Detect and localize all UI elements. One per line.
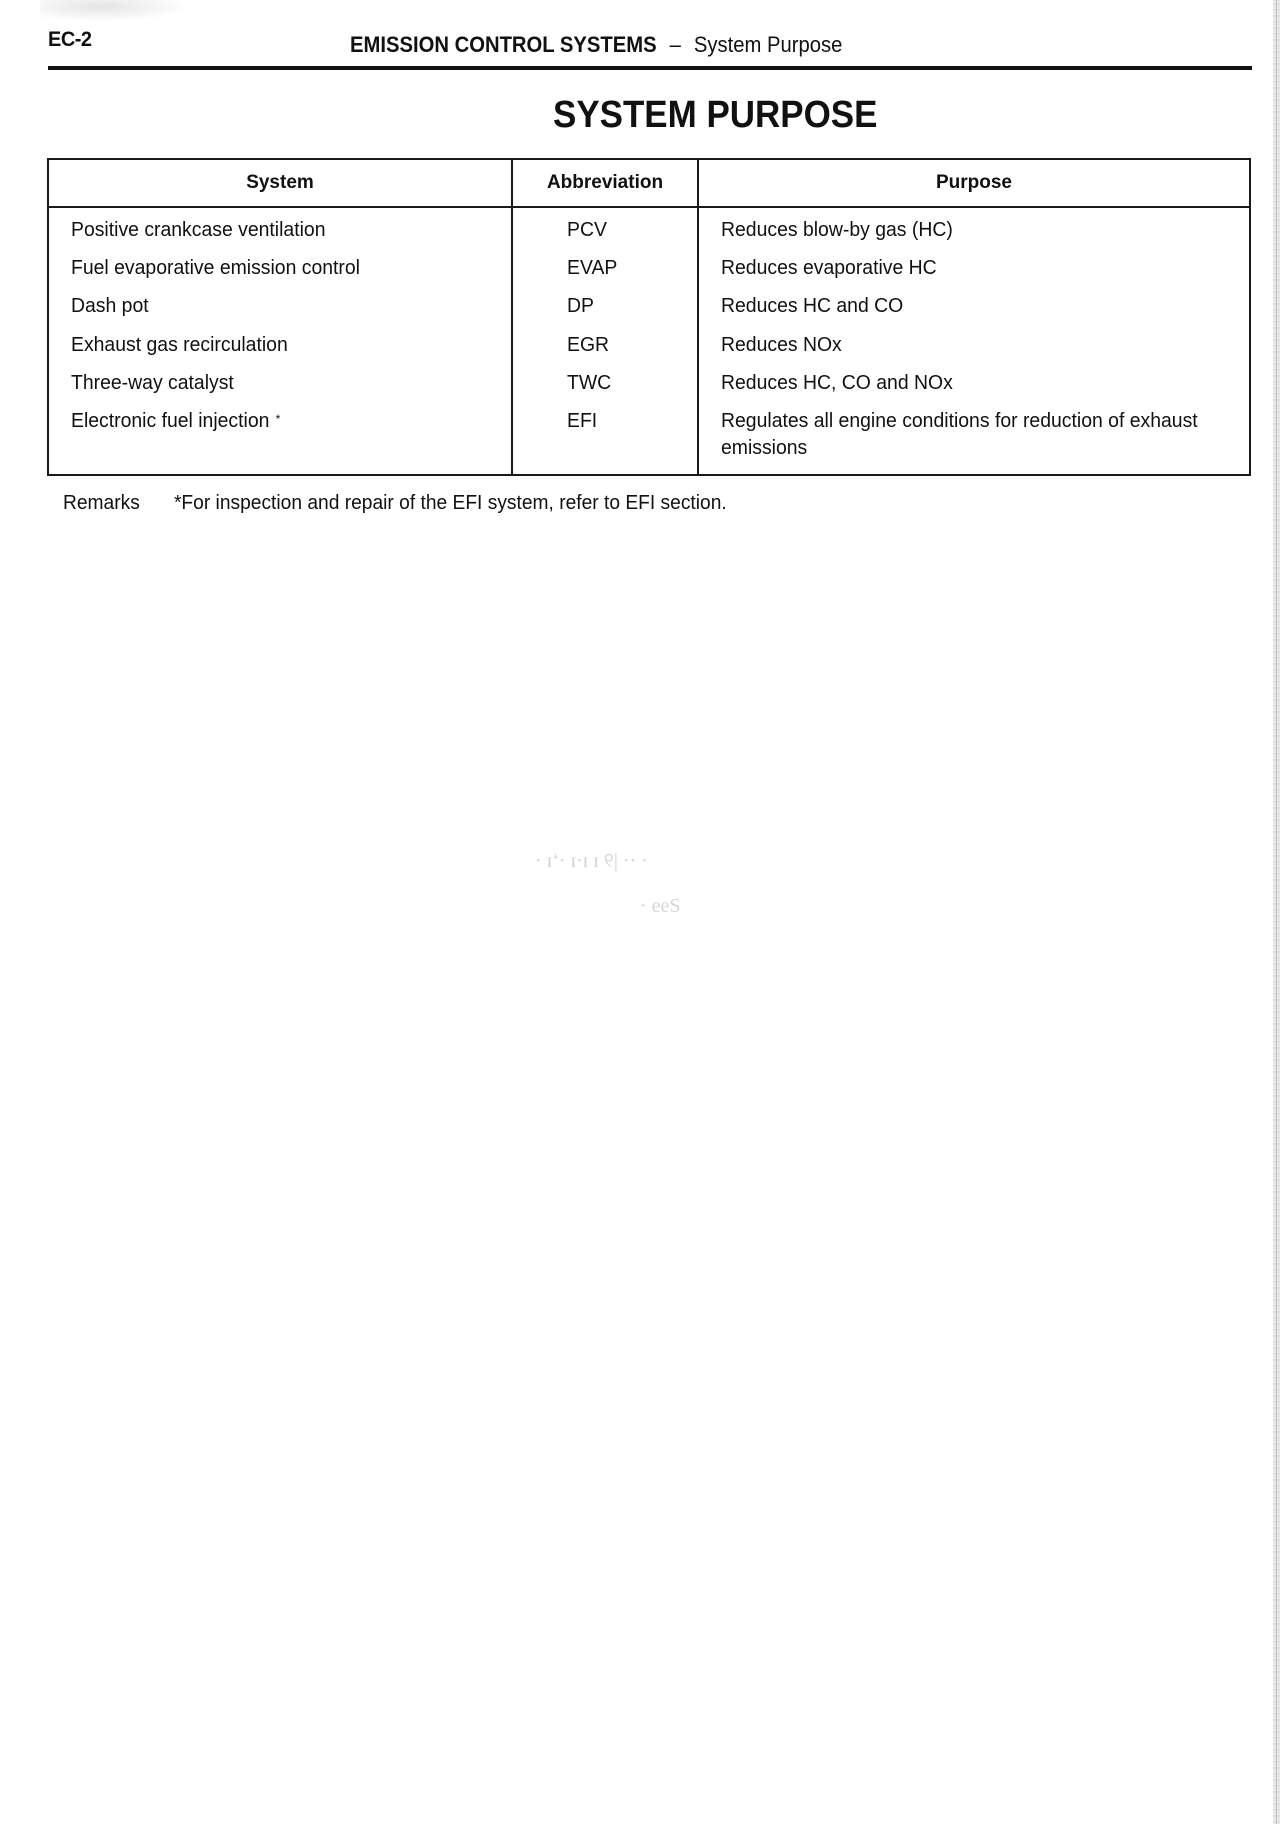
running-head bbox=[350, 32, 842, 58]
abbreviation-cell: EFI bbox=[512, 403, 698, 475]
show-through-artifact: Ƨɘɘ · bbox=[640, 895, 681, 917]
purpose-cell: Reduces HC, CO and NOx bbox=[698, 365, 1250, 403]
table-header-row bbox=[48, 159, 1250, 207]
header-separator: – bbox=[669, 32, 681, 57]
abbreviation-cell: EVAP bbox=[512, 250, 698, 288]
system-cell: Exhaust gas recirculation bbox=[48, 327, 512, 365]
system-cell: Electronic fuel injection * bbox=[48, 403, 512, 475]
column-header-abbreviation: Abbreviation bbox=[512, 159, 698, 207]
system-cell: Dash pot bbox=[48, 288, 512, 326]
purpose-cell: Regulates all engine conditions for reduction of exhaust emissions bbox=[698, 403, 1250, 475]
abbreviation-cell: PCV bbox=[512, 207, 698, 250]
remarks-note bbox=[63, 492, 727, 515]
purpose-cell: Reduces NOx bbox=[698, 327, 1250, 365]
table-row bbox=[48, 250, 1250, 288]
abbreviation-cell: EGR bbox=[512, 327, 698, 365]
table-row bbox=[48, 288, 1250, 326]
abbreviation-cell: TWC bbox=[512, 365, 698, 403]
column-header-system: System bbox=[48, 159, 512, 207]
page-code: EC-2 bbox=[48, 28, 92, 51]
show-through-artifact: · ·· |୨ ɪ ɪ·ɪ ·ʻɪ · bbox=[535, 850, 648, 872]
header-rule bbox=[48, 66, 1252, 70]
table-row bbox=[48, 403, 1250, 475]
system-cell: Fuel evaporative emission control bbox=[48, 250, 512, 288]
column-header-purpose: Purpose bbox=[698, 159, 1250, 207]
table-row bbox=[48, 327, 1250, 365]
table-row bbox=[48, 365, 1250, 403]
footnote-marker: * bbox=[275, 411, 281, 426]
remarks-text: *For inspection and repair of the EFI system, refer to EFI section. bbox=[173, 492, 727, 514]
page-title: SYSTEM PURPOSE bbox=[553, 94, 878, 136]
remarks-label: Remarks bbox=[63, 492, 140, 514]
purpose-cell: Reduces evaporative HC bbox=[698, 250, 1250, 288]
system-cell: Positive crankcase ventilation bbox=[48, 207, 512, 250]
system-purpose-table bbox=[47, 158, 1251, 476]
subsection-title: System Purpose bbox=[693, 32, 843, 57]
purpose-cell: Reduces HC and CO bbox=[698, 288, 1250, 326]
scan-smudge bbox=[40, 0, 190, 22]
page-edge-line bbox=[1276, 0, 1277, 1824]
abbreviation-cell: DP bbox=[512, 288, 698, 326]
section-title: EMISSION CONTROL SYSTEMS bbox=[350, 32, 657, 57]
purpose-cell: Reduces blow-by gas (HC) bbox=[698, 207, 1250, 250]
table-row bbox=[48, 207, 1250, 250]
page-header bbox=[48, 26, 1252, 66]
system-cell: Three-way catalyst bbox=[48, 365, 512, 403]
